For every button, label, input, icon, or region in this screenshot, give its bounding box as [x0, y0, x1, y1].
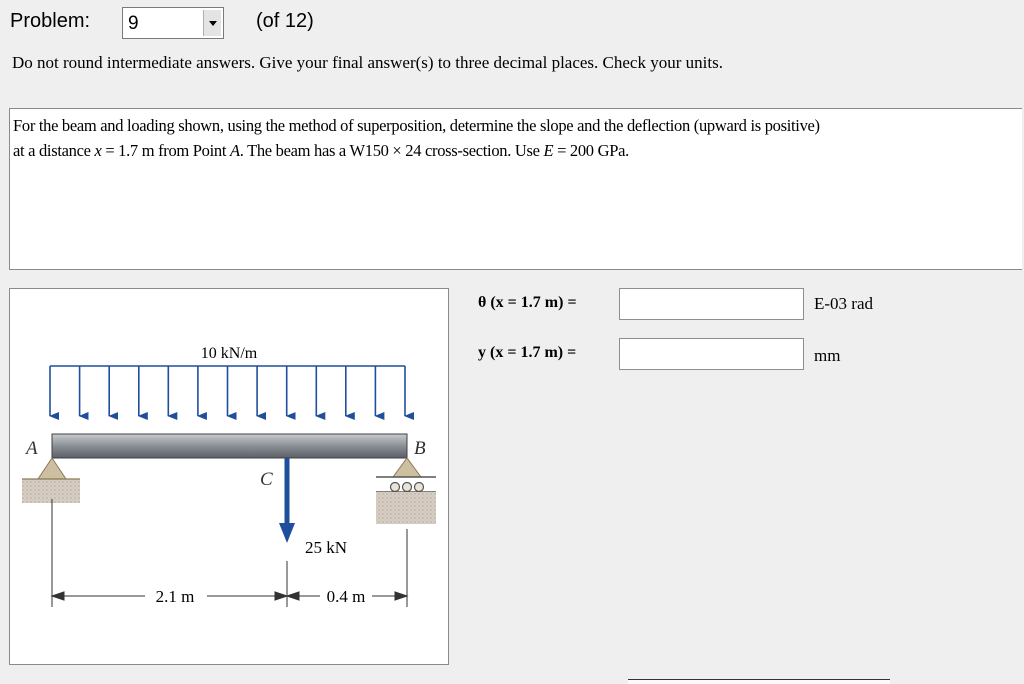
- question-line-2: at a distance x = 1.7 m from Point A. The beam has a W150 × 24 cross-section. Use E = 200 GPa.: [13, 141, 629, 160]
- roller-support-b: [376, 458, 436, 524]
- point-load-arrow: [279, 458, 295, 543]
- point-a-ref: A: [229, 141, 240, 160]
- beam-figure: [9, 288, 449, 665]
- dimension-cb-label: 0.4 m: [326, 587, 366, 606]
- chevron-down-icon[interactable]: [203, 10, 221, 36]
- point-load-label: 25 kN: [305, 538, 348, 557]
- deflection-unit: mm: [814, 346, 841, 365]
- point-b-label: B: [414, 438, 426, 459]
- pin-support-a: [22, 458, 80, 503]
- variable-x: x: [94, 141, 102, 160]
- question-line-1: For the beam and loading shown, using the method of superposition, determine the slope and the deflection (upward is positive): [13, 116, 820, 135]
- beam: [52, 434, 407, 458]
- problem-total: (of 12): [256, 10, 314, 32]
- point-c-label: C: [260, 469, 273, 490]
- theta-input[interactable]: [619, 288, 804, 320]
- problem-label: Problem:: [10, 10, 91, 32]
- deflection-label: y (x = 1.7 m) =: [478, 344, 577, 361]
- distributed-load-label: 10 kN/m: [200, 345, 258, 362]
- problem-select[interactable]: [122, 7, 224, 39]
- distributed-load: [50, 366, 405, 416]
- point-a-label: A: [26, 438, 38, 459]
- problem-select-value: 9: [128, 13, 139, 34]
- question-box: [9, 108, 1022, 270]
- deflection-input[interactable]: [619, 338, 804, 370]
- instructions-text: Do not round intermediate answers. Give your final answer(s) to three decimal places. Check your units.: [12, 53, 723, 72]
- dimension-ac-label: 2.1 m: [155, 587, 195, 606]
- variable-e: E: [543, 141, 554, 160]
- theta-label: θ (x = 1.7 m) =: [478, 294, 577, 311]
- theta-unit: E-03 rad: [814, 294, 874, 313]
